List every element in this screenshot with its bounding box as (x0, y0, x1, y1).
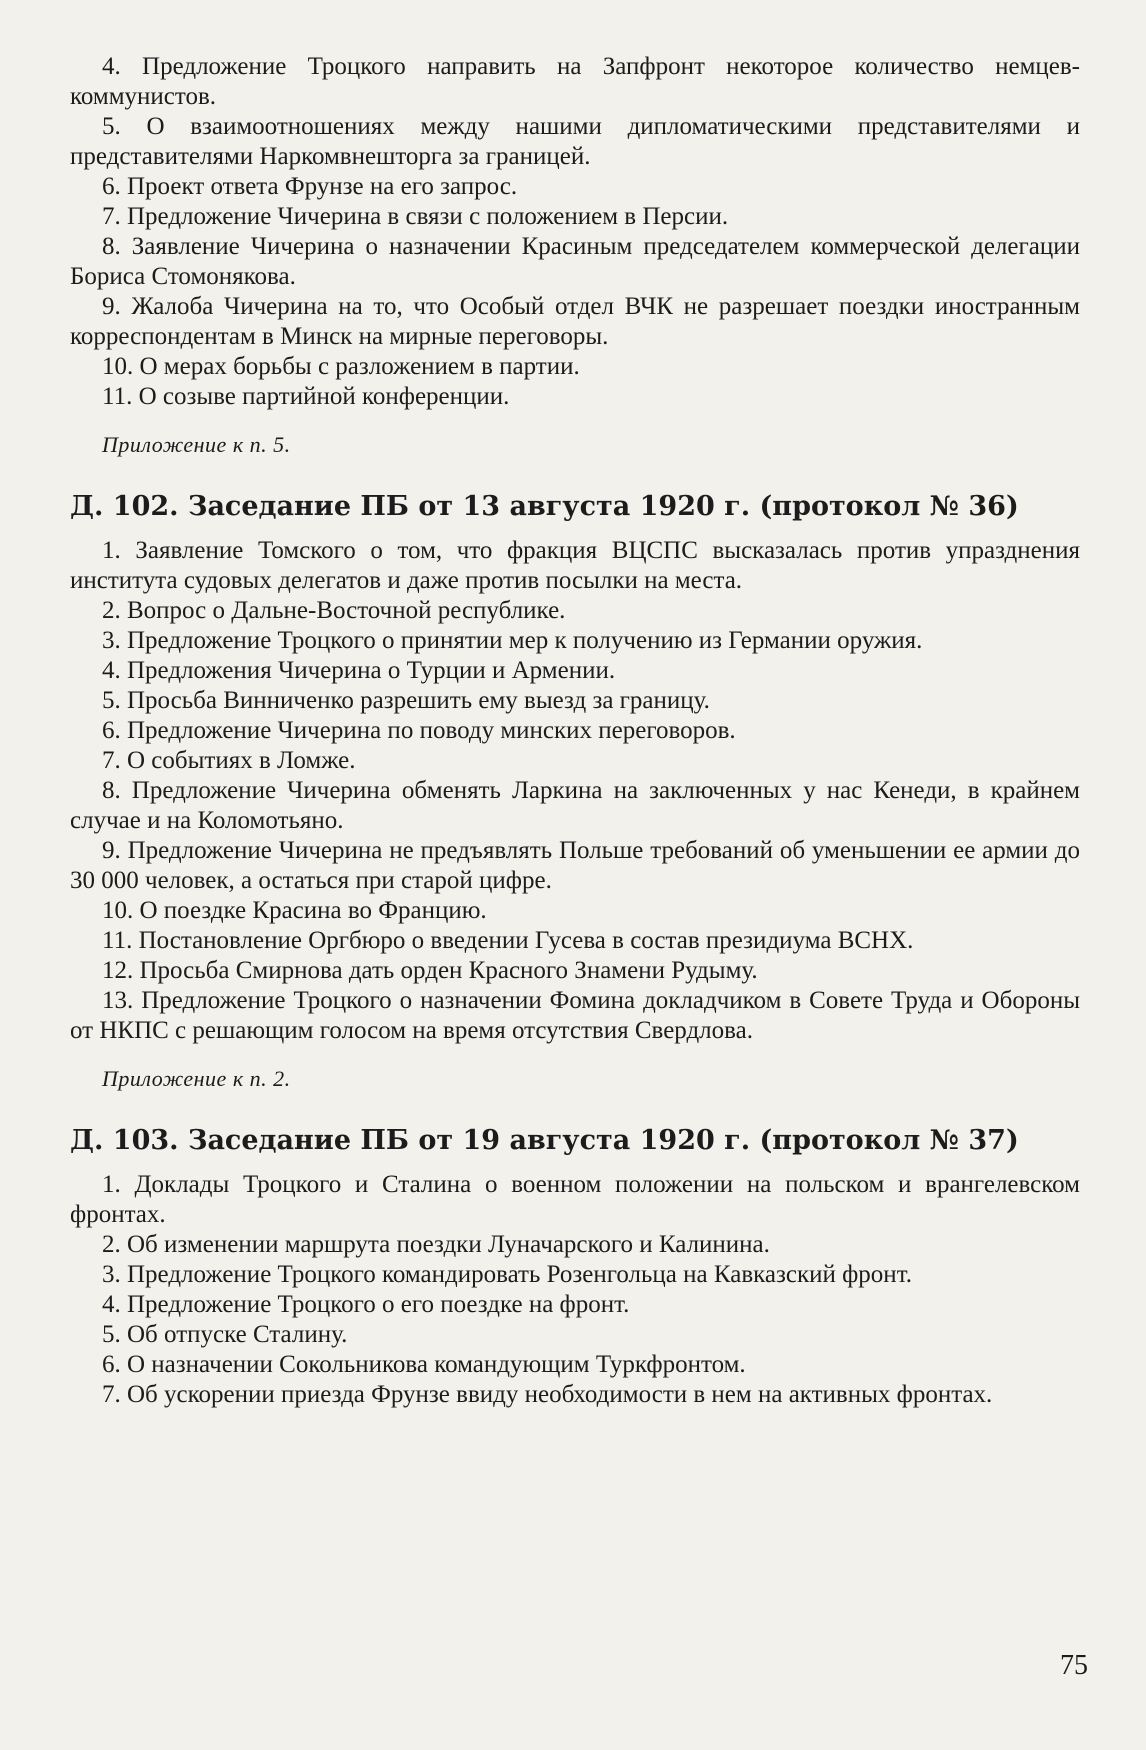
appendix-note: Приложение к п. 5. (102, 432, 291, 457)
list-item: 4. Предложение Троцкого о его поездке на фронт. (102, 1291, 630, 1318)
document-page (70, 52, 1080, 1410)
list-item: 3. Предложение Троцкого командировать Розенгольца на Кавказский фронт. (102, 1261, 912, 1288)
list-item: 2. Вопрос о Дальне-Восточной республике. (102, 597, 566, 624)
list-item: 5. Об отпуске Сталину. (102, 1321, 348, 1348)
list-item: 3. Предложение Троцкого о принятии мер к получению из Германии оружия. (102, 627, 923, 654)
list-item: 8. Предложение Чичерина обменять Ларкина на заключенных у нас Кенеди, в крайнем случае и на Коломотьяно. (70, 777, 1080, 834)
list-item: 4. Предложение Троцкого направить на Запфронт некоторое количество немцев-коммунистов. (70, 53, 1080, 110)
list-item: 4. Предложения Чичерина о Турции и Армении. (102, 657, 616, 684)
list-item: 7. О событиях в Ломже. (102, 747, 356, 774)
session-103 (70, 1124, 1080, 1410)
list-item: 9. Предложение Чичерина не предъявлять Польше требований об уменьшении ее армии до 30 000 человек, а остаться при старой цифре. (70, 837, 1080, 894)
list-item: 10. О поездке Красина во Францию. (102, 897, 487, 924)
list-item: 8. Заявление Чичерина о назначении Красиным председателем коммерческой делегации Бориса Стомонякова. (70, 233, 1080, 290)
list-item: 1. Заявление Томского о том, что фракция ВЦСПС высказалась против упразднения института судовых делегатов и даже против посылки на места. (70, 537, 1080, 594)
session-102 (70, 490, 1080, 1094)
list-item: 6. Предложение Чичерина по поводу минских переговоров. (102, 717, 736, 744)
list-item: 9. Жалоба Чичерина на то, что Особый отдел ВЧК не разрешает поездки иностранным корреспондентам в Минск на мирные переговоры. (70, 293, 1080, 350)
list-item: 11. Постановление Оргбюро о введении Гусева в состав президиума ВСНХ. (102, 927, 914, 954)
list-item: 7. Об ускорении приезда Фрунзе ввиду необходимости в нем на активных фронтах. (102, 1381, 993, 1408)
list-item: 11. О созыве партийной конференции. (102, 383, 510, 410)
list-item: 12. Просьба Смирнова дать орден Красного Знамени Рудыму. (102, 957, 758, 984)
previous-session-items (70, 52, 1080, 460)
list-item: 6. Проект ответа Фрунзе на его запрос. (102, 173, 518, 200)
section-heading-103: Д. 103. Заседание ПБ от 19 августа 1920 г. (протокол № 37) (70, 1125, 1019, 1156)
section-heading-102: Д. 102. Заседание ПБ от 13 августа 1920 г. (протокол № 36) (70, 491, 1019, 522)
list-item: 5. Просьба Винниченко разрешить ему выезд за границу. (102, 687, 710, 714)
list-item: 2. Об изменении маршрута поездки Луначарского и Калинина. (102, 1231, 770, 1258)
list-item: 1. Доклады Троцкого и Сталина о военном положении на польском и врангелевском фронтах. (70, 1171, 1080, 1228)
page-number: 75 (1060, 1650, 1088, 1681)
list-item: 10. О мерах борьбы с разложением в партии. (102, 353, 580, 380)
list-item: 13. Предложение Троцкого о назначении Фомина докладчиком в Совете Труда и Обороны от НКПС с решающим голосом на время отсутствия Свердлова. (70, 987, 1080, 1044)
list-item: 5. О взаимоотношениях между нашими дипломатическими представителями и представителями Наркомвнешторга за границей. (70, 113, 1080, 170)
list-item: 6. О назначении Сокольникова командующим Туркфронтом. (102, 1351, 746, 1378)
appendix-note: Приложение к п. 2. (102, 1066, 291, 1091)
list-item: 7. Предложение Чичерина в связи с положением в Персии. (102, 203, 729, 230)
